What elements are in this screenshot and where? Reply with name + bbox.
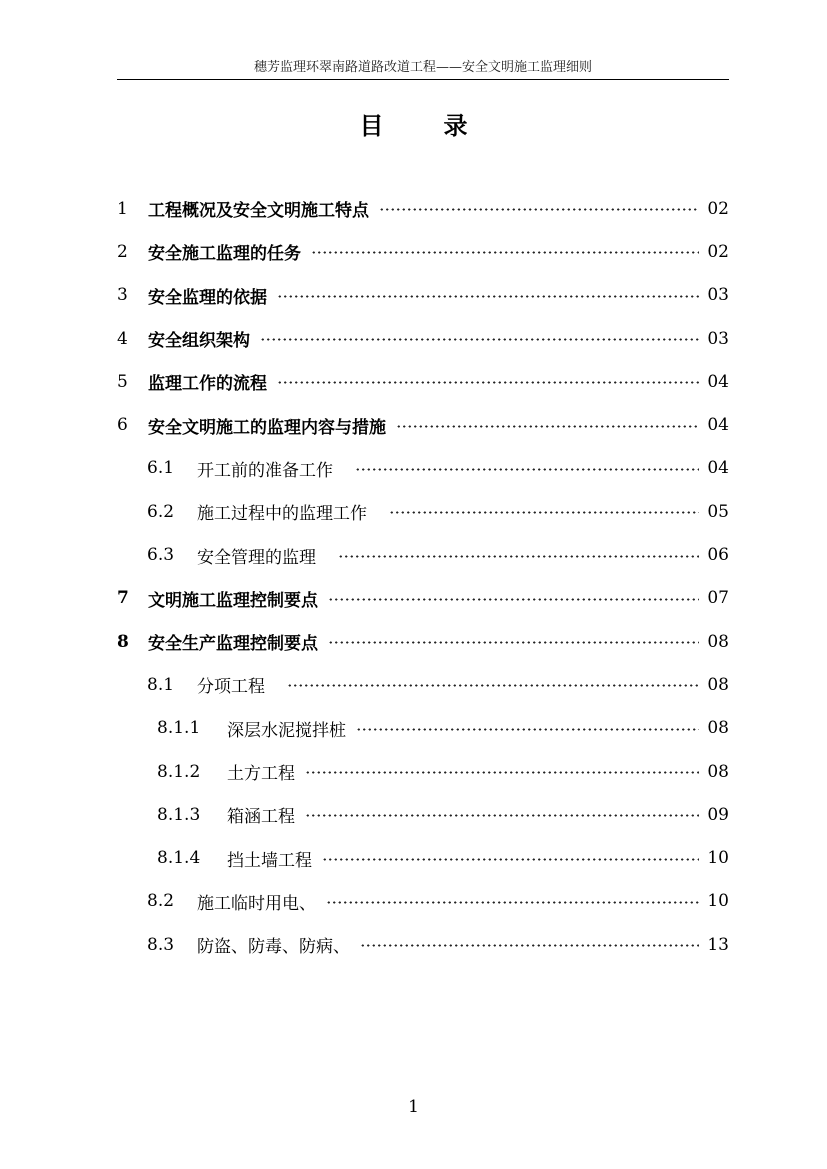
toc-entry-page: 04 [707,415,729,436]
toc-entry-page: 05 [707,501,729,522]
toc-entry[interactable] [117,663,729,706]
toc-title [0,106,827,141]
toc-entry[interactable] [117,230,729,273]
running-header: 穗芳监理环翠南路道路改道工程——安全文明施工监理细则 [253,60,592,75]
toc-entry-title: 防盗、防毒、防病、 [197,937,350,958]
toc-entry-page: 04 [707,458,729,479]
toc-entry-title: 土方工程 [227,764,295,784]
toc-entry[interactable] [117,577,729,620]
dot-leader [338,555,699,558]
toc-entry-number: 5 [117,371,128,392]
toc-entry-number: 7 [117,588,129,609]
toc-entry-title: 工程概况及安全文明施工特点 [148,201,369,222]
toc-entry-number: 6 [117,415,128,436]
toc-entry[interactable] [117,533,729,576]
toc-entry-number: 8.1.3 [157,804,201,825]
toc-entry-title: 施工过程中的监理工作 [197,504,367,525]
toc-entry-page: 08 [707,674,729,695]
toc-entry[interactable] [117,360,729,403]
toc-entry[interactable] [117,923,729,966]
dot-leader [305,771,699,774]
toc-entry-number: 1 [117,198,128,219]
toc-entry[interactable] [117,750,729,793]
toc-entry-page: 08 [707,718,729,739]
dot-leader [305,814,699,817]
toc-entry[interactable] [117,274,729,317]
dot-leader [326,901,699,904]
toc-entry-number: 6.2 [147,501,175,522]
toc-entry-page: 10 [707,891,729,912]
toc-entry[interactable] [117,620,729,663]
toc-entry-page: 02 [707,198,729,219]
toc-entry-page: 03 [707,285,729,306]
toc-entry-title: 分项工程 [197,677,265,698]
toc-entry[interactable] [117,447,729,490]
toc-title-char-1: 目 [359,112,384,140]
toc-entry-number: 8.1.1 [157,718,201,739]
toc-entry-number: 8.3 [147,934,175,955]
dot-leader [355,468,699,471]
dot-leader [360,944,699,947]
toc-entry-page: 08 [707,761,729,782]
dot-leader [322,858,699,861]
header-rule [117,79,729,80]
toc-entry-title: 挡土墙工程 [227,850,312,871]
dot-leader [356,728,699,731]
toc-entry-page: 07 [707,588,729,609]
toc-entry-page: 09 [707,804,729,825]
dot-leader [328,641,699,644]
toc-entry-title: 箱涵工程 [227,807,295,828]
toc-title-char-2: 录 [443,112,468,140]
toc-entry[interactable] [117,403,729,446]
dot-leader [287,684,699,687]
toc-entry[interactable] [117,880,729,923]
toc-entry-number: 8.1.2 [157,761,201,782]
dot-leader [328,598,699,601]
toc-entry-number: 6.1 [147,458,175,479]
page-number: 1 [408,1097,419,1117]
toc-entry-page: 02 [707,241,729,262]
toc-entry-number: 8.1.4 [157,848,201,869]
toc-entry-number: 8 [117,631,129,652]
dot-leader [311,251,699,254]
toc-entry-page: 03 [707,328,729,349]
toc-entry-title: 安全组织架构 [148,331,250,352]
toc-entry-title: 安全管理的监理 [197,547,316,568]
dot-leader [277,295,699,298]
toc-entry[interactable] [117,707,729,750]
toc-entry-number: 6.3 [147,545,175,566]
toc-entry-title: 安全监理的依据 [148,287,267,308]
toc-entry-page: 10 [707,848,729,869]
toc-entry-title: 安全生产监理控制要点 [148,634,318,655]
toc-entry-number: 3 [117,285,128,306]
toc-entry[interactable] [117,317,729,360]
toc-entry-number: 8.1 [147,674,175,695]
toc-entry-title: 开工前的准备工作 [197,460,333,481]
toc-entry-number: 8.2 [147,891,175,912]
toc-entry[interactable] [117,490,729,533]
toc-entry-page: 06 [707,545,729,566]
toc-entry-number: 2 [117,241,128,262]
toc-entry-title: 安全施工监理的任务 [148,244,301,265]
dot-leader [260,338,699,341]
table-of-contents [117,187,729,966]
dot-leader [379,208,699,211]
toc-entry-title: 深层水泥搅拌桩 [227,720,346,741]
dot-leader [277,381,699,384]
toc-entry-title: 文明施工监理控制要点 [148,590,318,611]
toc-entry-title: 安全文明施工的监理内容与措施 [148,417,386,438]
dot-leader [389,511,699,514]
toc-entry[interactable] [117,793,729,836]
toc-entry-page: 04 [707,371,729,392]
toc-entry-number: 4 [117,328,128,349]
toc-entry[interactable] [117,836,729,879]
toc-entry-page: 13 [707,934,729,955]
toc-entry[interactable] [117,187,729,230]
dot-leader [396,425,699,428]
toc-entry-page: 08 [707,631,729,652]
toc-entry-title: 监理工作的流程 [148,374,267,395]
toc-entry-title: 施工临时用电、 [197,893,316,914]
